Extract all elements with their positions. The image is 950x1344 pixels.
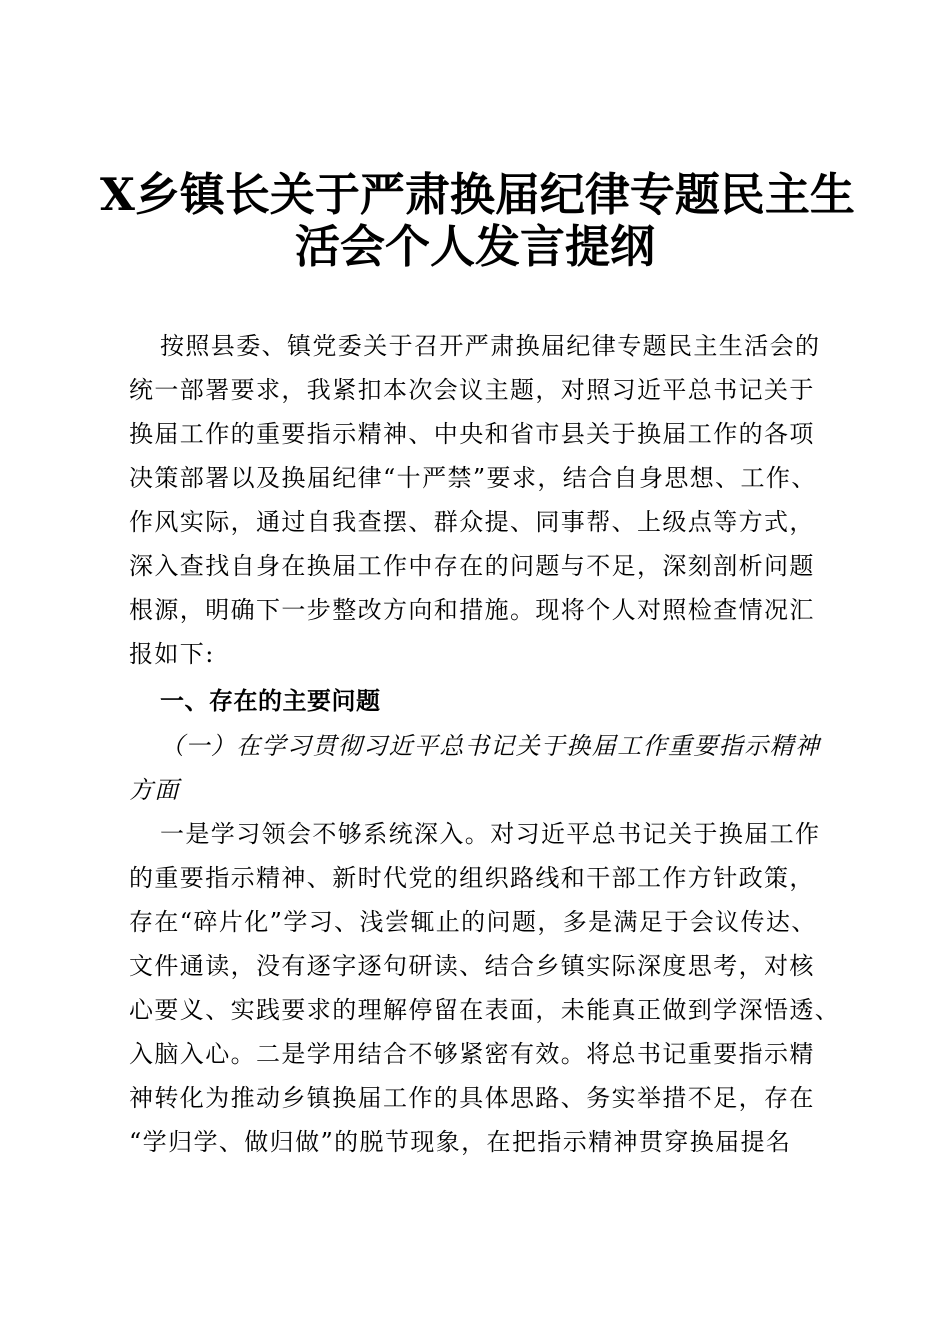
- body-line-7: 神转化为推动乡镇换届工作的具体思路、务实举措不足，存在: [129, 1084, 815, 1112]
- body-line-3: 存在“碎片化”学习、浅尝辄止的问题，多是满足于会议传达、: [129, 908, 817, 936]
- section-heading: 一、存在的主要问题: [160, 687, 381, 715]
- intro-line-3: 换届工作的重要指示精神、中央和省市县关于换届工作的各项: [129, 420, 815, 448]
- subsection-line-1: （一）在学习贯彻习近平总书记关于换届工作重要指示精神: [160, 732, 821, 760]
- document-title-line-2: 活会个人发言提纲: [294, 220, 655, 273]
- document-title-line-1: X乡镇长关于严肃换届纪律专题民主生: [100, 168, 855, 221]
- intro-line-7: 根源，明确下一步整改方向和措施。现将个人对照检查情况汇: [129, 596, 815, 624]
- body-line-6: 入脑入心。二是学用结合不够紧密有效。将总书记重要指示精: [129, 1040, 815, 1068]
- subsection-line-2: 方面: [129, 776, 180, 804]
- body-line-1: 一是学习领会不够系统深入。对习近平总书记关于换届工作: [160, 820, 821, 848]
- body-line-8: “学归学、做归做”的脱节现象，在把指示精神贯穿换届提名: [129, 1128, 792, 1156]
- intro-line-1: 按照县委、镇党委关于召开严肃换届纪律专题民主生活会的: [160, 332, 821, 360]
- body-line-2: 的重要指示精神、新时代党的组织路线和干部工作方针政策，: [129, 864, 815, 892]
- body-line-4: 文件通读，没有逐字逐句研读、结合乡镇实际深度思考，对核: [129, 952, 815, 980]
- intro-line-4: 决策部署以及换届纪律“十严禁”要求，结合自身思想、工作、: [129, 464, 817, 492]
- intro-line-6: 深入查找自身在换届工作中存在的问题与不足，深刻剖析问题: [129, 552, 815, 580]
- intro-line-8: 报如下:: [129, 640, 215, 668]
- body-line-5: 心要义、实践要求的理解停留在表面，未能真正做到学深悟透、: [129, 996, 841, 1024]
- intro-line-5: 作风实际，通过自我查摆、群众提、同事帮、上级点等方式，: [129, 508, 815, 536]
- intro-line-2: 统一部署要求，我紧扣本次会议主题，对照习近平总书记关于: [129, 376, 815, 404]
